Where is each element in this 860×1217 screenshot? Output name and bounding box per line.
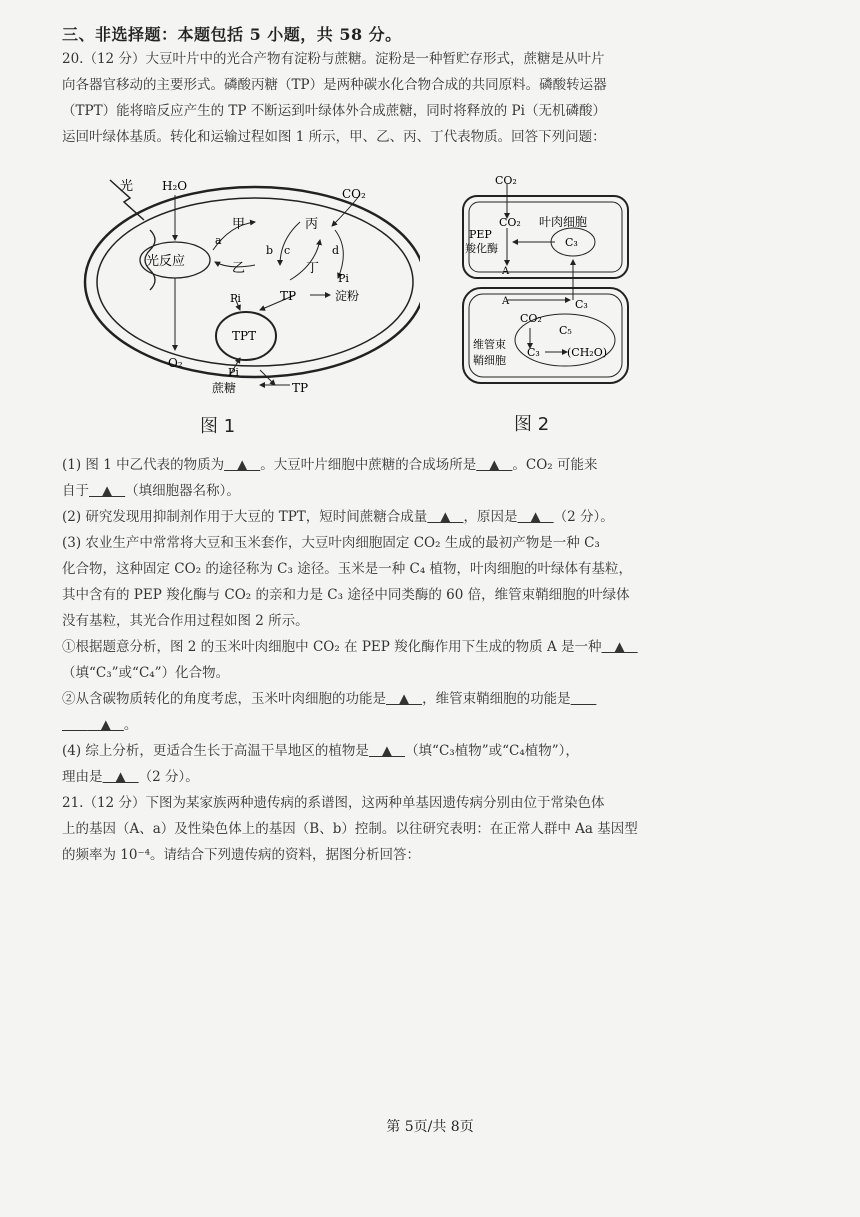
label-c5: C₅ [559,324,572,337]
label-o2: O₂ [168,356,183,370]
question-text: ②从含碳物质转化的角度考虑，玉米叶肉细胞的功能是 [62,691,386,707]
question-text: (1) 图 1 中乙代表的物质为 [62,457,225,473]
label-mesophyll-cell: 叶肉细胞 [539,215,588,229]
intro-line: 运回叶绿体基质。转化和运输过程如图 1 所示，甲、乙、丙、丁代表物质。回答下列问题： [62,129,606,145]
answer-blank[interactable]: ▲ [89,483,126,499]
label-c3-c: C₃ [527,346,540,359]
label-d: d [332,244,340,257]
label-jia: 甲 [232,217,246,232]
question-text: ，原因是 [463,509,518,525]
question-line [62,478,702,504]
question-text: ，维管束鞘细胞的功能是 [422,691,571,707]
label-a-1: A [502,266,510,277]
question-text: (3) 农业生产中常常将大豆和玉米套作，大豆叶肉细胞固定 CO₂ 生成的最初产物是一种 C₃ [62,535,600,551]
intro-line: 向各器官移动的主要形式。磷酸丙糖（TP）是两种碳水化合物合成的共同原料。磷酸转运器 [62,77,607,93]
question-text: 21.（12 分）下图为某家族两种遗传病的系谱图，这两种单基因遗传病分别由位于常染色体 [62,795,605,811]
label-starch: 淀粉 [335,289,360,303]
question-text: 理由是 [62,769,103,785]
label-pi-2: Pi [230,292,241,305]
answer-blank[interactable] [62,712,88,738]
label-co2-top: CO₂ [495,174,517,187]
label-enzyme: 羧化酶 [465,242,498,255]
answer-blank[interactable]: ▲ [517,509,554,525]
answer-blank[interactable]: ▲ [601,639,638,655]
answer-blank[interactable] [571,686,597,712]
question-text: （填细胞器名称）。 [125,483,240,499]
answer-blank[interactable]: ▲ [427,509,464,525]
answer-blank[interactable]: ▲ [476,457,513,473]
figure-2-c4-diagram [455,170,635,390]
intro-line: （TPT）能将暗反应产生的 TP 不断运到叶绿体外合成蔗糖，同时将释放的 Pi（无机磷酸） [62,103,606,119]
answer-blank[interactable]: ▲ [386,691,423,707]
question-line [62,582,702,608]
label-ch2o: (CH₂O) [567,346,608,359]
question-text: 上的基因（A、a）及性染色体上的基因（B、b）控制。以往研究表明：在正常人群中 Aa 基因型 [62,821,638,837]
question-text: （填“C₃”或“C₄”）化合物。 [62,665,230,681]
label-tp-2: TP [292,381,309,395]
label-bundle-2: 鞘细胞 [473,354,506,367]
question-text: (4) 综上分析，更适合生长于高温干旱地区的植物是 [62,743,369,759]
question-text: 没有基粒，其光合作用过程如图 2 所示。 [62,613,309,629]
question-line [62,504,702,530]
label-yi: 乙 [232,261,246,276]
question-line [62,790,702,816]
question-line [62,452,702,478]
answer-blank[interactable]: ▲ [102,769,139,785]
question-text: 自于 [62,483,89,499]
question-line [62,764,702,790]
label-c3-a: C₃ [565,236,578,249]
question-line [62,556,702,582]
question-line [62,608,702,634]
answer-blank[interactable]: ▲ [224,457,261,473]
label-pep: PEP [469,228,492,241]
question-text: ①根据题意分析，图 2 的玉米叶肉细胞中 CO₂ 在 PEP 羧化酶作用下生成的物质 A 是一种 [62,639,602,655]
question-text: （2 分）。 [138,769,199,785]
figure-1-caption: 图 1 [200,416,236,437]
label-co2-bundle: CO₂ [520,312,542,325]
page-footer: 第 5页/共 8页 [386,1119,474,1135]
label-tp-1: TP [280,289,297,303]
question-text: （填“C₃植物”或“C₄植物”）， [405,743,579,759]
question-line [62,530,702,556]
label-ding: 丁 [306,261,320,276]
label-co2: CO₂ [342,187,366,201]
question-text: （2 分）。 [553,509,614,525]
section-title: 三、非选择题：本题包括 5 小题，共 58 分。 [62,25,402,44]
label-c3-b: C₃ [575,298,588,311]
question-line [62,738,702,764]
question-line [62,712,702,738]
question-text: (2) 研究发现用抑制剂作用于大豆的 TPT，短时间蔗糖合成量 [62,509,428,525]
figure-1-chloroplast-diagram [80,170,420,410]
intro-line: 20.（12 分）大豆叶片中的光合产物有淀粉与蔗糖。淀粉是一种暂贮存形式，蔗糖是从叶片 [62,51,605,67]
question-line [62,686,702,712]
label-bundle-1: 维管束 [473,338,506,351]
figure-2-caption: 图 2 [514,414,550,435]
question-text: 的频率为 10⁻⁴。请结合下列遗传病的资料，据图分析回答： [62,847,421,863]
question-text: 化合物，这种固定 CO₂ 的途径称为 C₃ 途径。玉米是一种 C₄ 植物，叶肉细胞的叶绿体有基粒， [62,561,633,577]
label-tpt: TPT [232,329,257,343]
answer-blank[interactable]: ▲ [87,717,124,733]
label-pi-1: Pi [338,272,349,285]
label-sucrose: 蔗糖 [212,381,237,395]
label-light-reaction: 光反应 [146,254,186,269]
questions-block [62,452,702,868]
question-text: 。 [123,717,138,733]
label-b: b [266,244,274,257]
label-bing: 丙 [305,217,319,232]
question-text: 其中含有的 PEP 羧化酶与 CO₂ 的亲和力是 C₃ 途径中同类酶的 60 倍，维管束鞘细胞的叶绿体 [62,587,630,603]
question-20-intro [62,46,702,150]
label-co2-inner: CO₂ [499,216,521,229]
label-water: H₂O [162,179,188,193]
question-line [62,816,702,842]
question-line [62,842,702,868]
question-text: 。CO₂ 可能来 [512,457,598,473]
label-c: c [284,244,291,257]
answer-blank[interactable]: ▲ [368,743,406,759]
question-line [62,660,702,686]
question-text: 。大豆叶片细胞中蔗糖的合成场所是 [260,457,477,473]
label-pi-3: Pi [228,366,239,379]
question-line [62,634,702,660]
label-light: 光 [120,179,134,194]
label-a-2: A [502,296,510,307]
label-a: a [215,234,222,247]
